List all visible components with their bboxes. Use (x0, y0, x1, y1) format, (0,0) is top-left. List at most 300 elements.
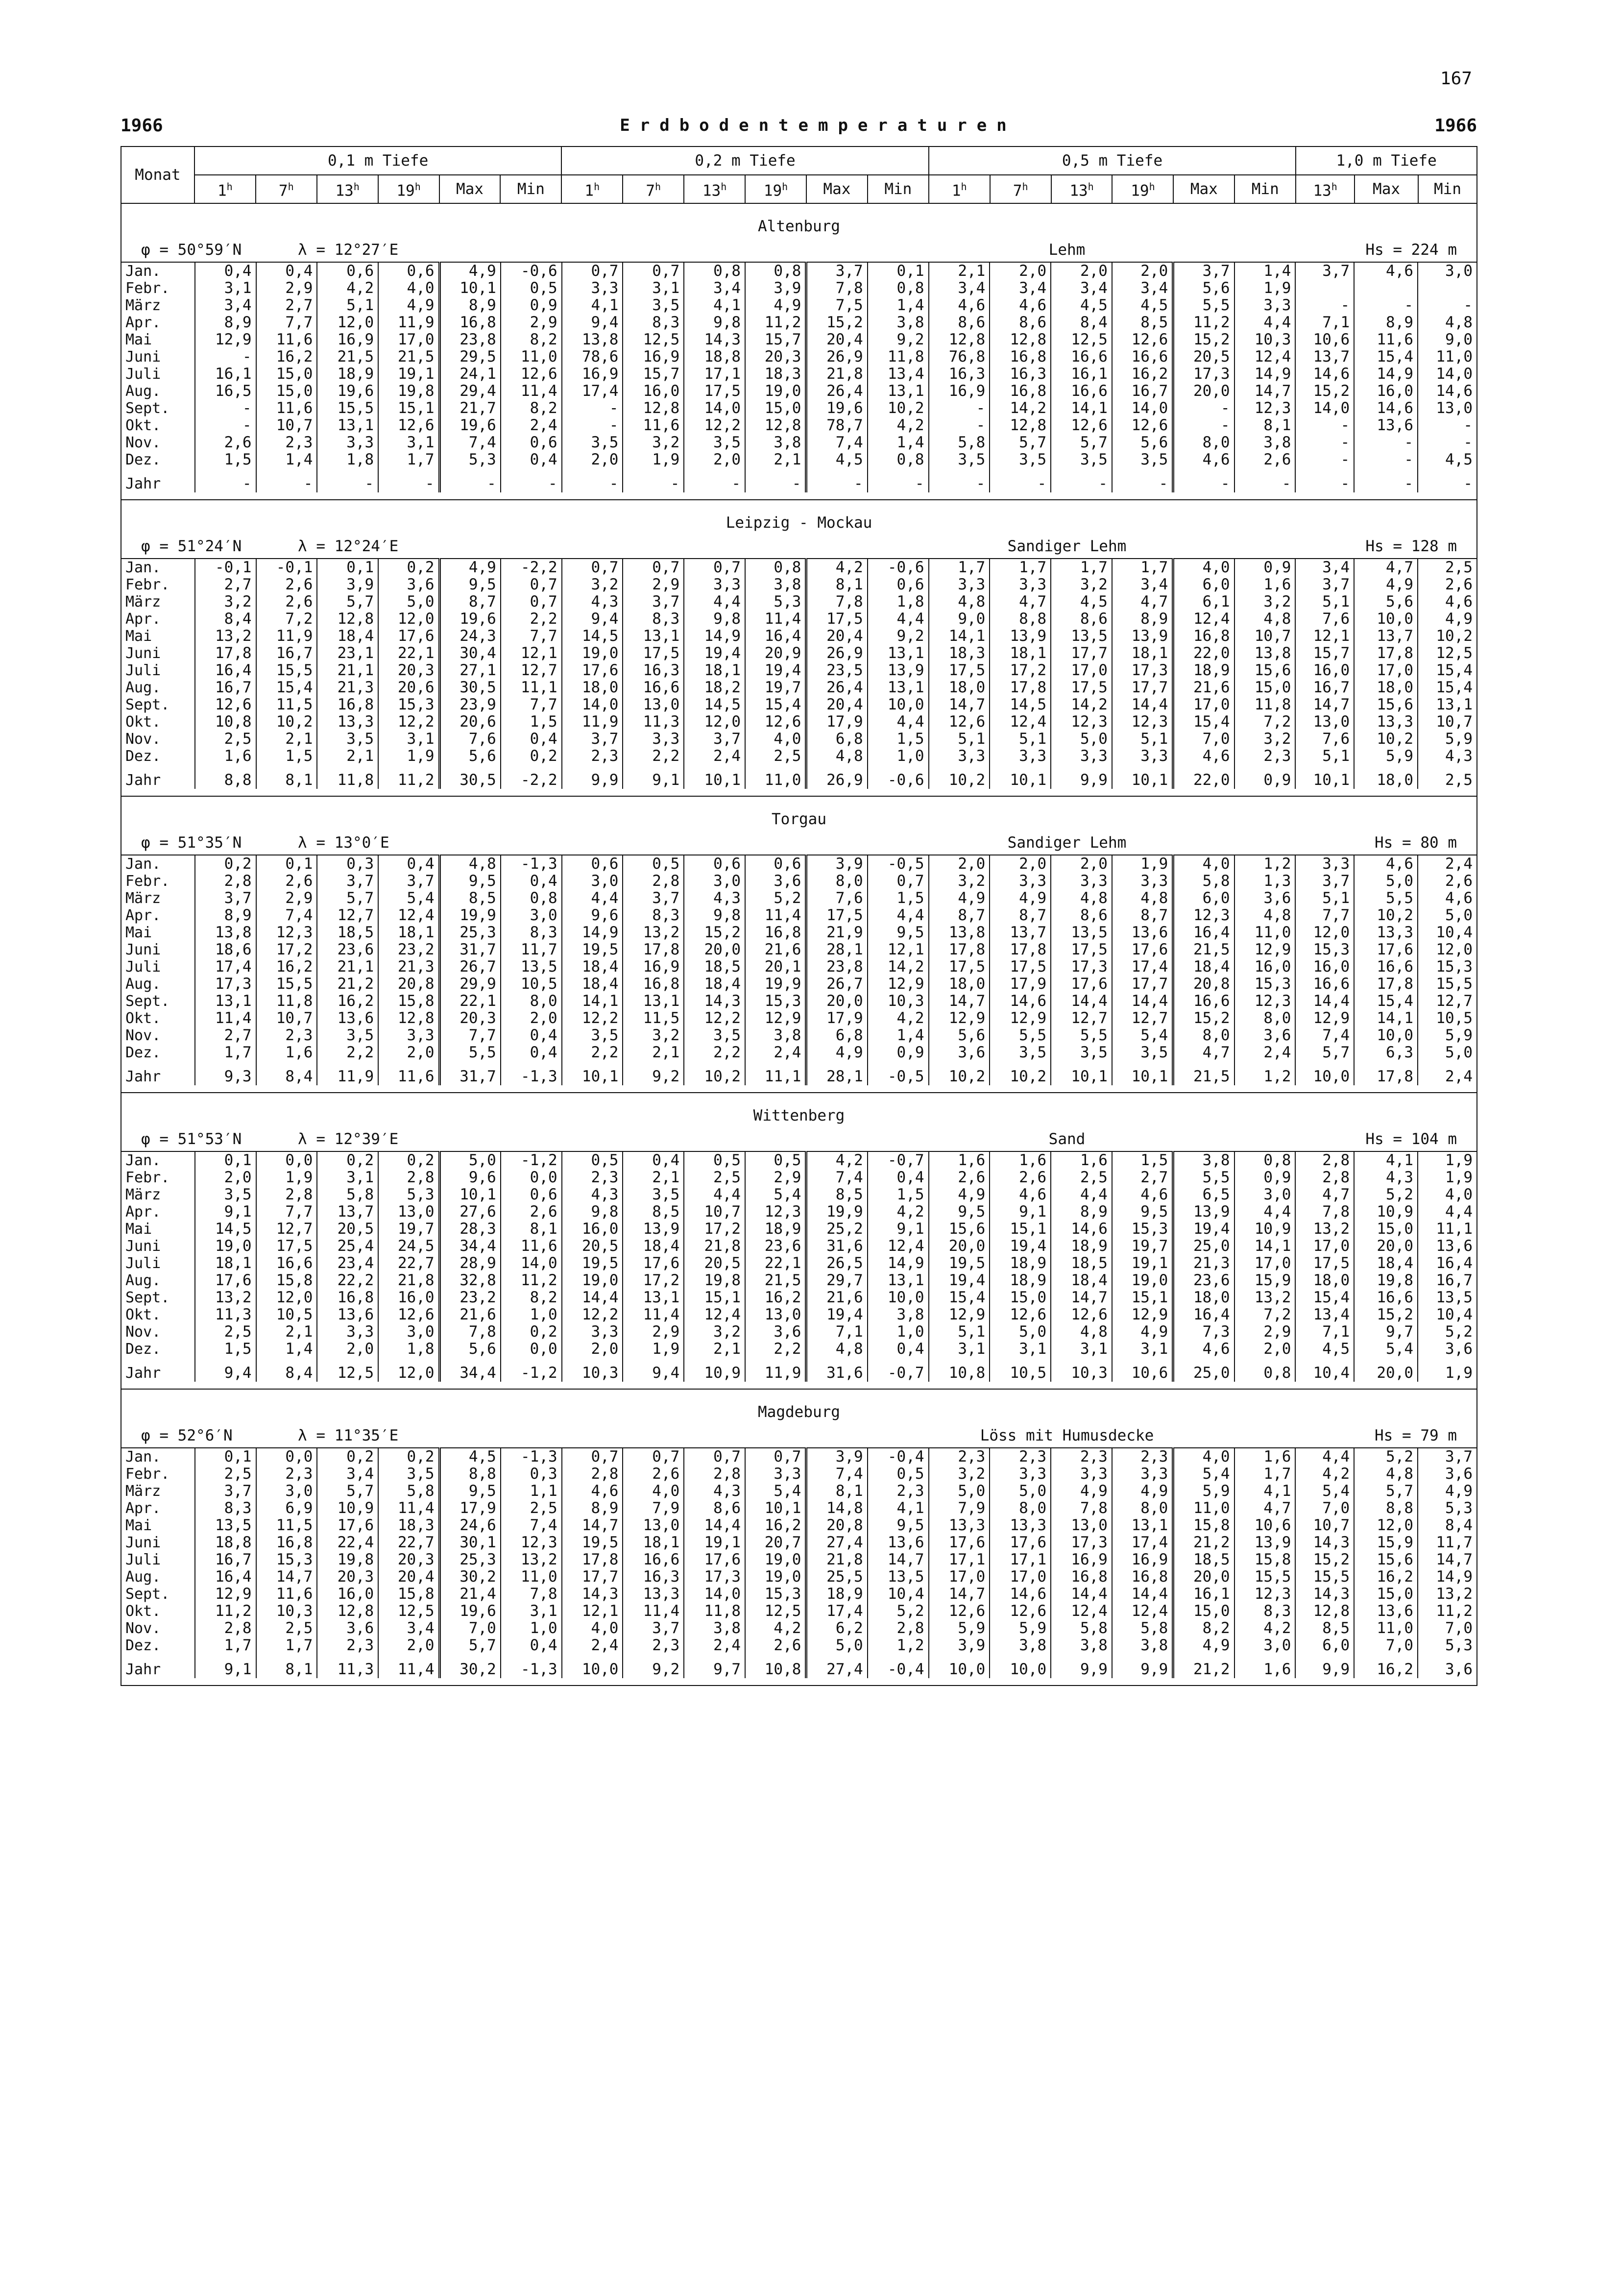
table-cell: 16,4 (1173, 1306, 1234, 1323)
table-cell: 10,8 (195, 713, 256, 731)
table-cell: 3,3 (929, 748, 990, 765)
month-label: Febr. (121, 280, 195, 297)
table-row (121, 958, 1476, 976)
table-cell: 0,2 (195, 855, 256, 873)
col-header-0-3: 19$^h$ (378, 175, 439, 203)
table-cell: 5,1 (929, 731, 990, 748)
table-cell: 17,8 (195, 645, 256, 662)
table-cell: 5,5 (1051, 1027, 1112, 1044)
station-name: Torgau (772, 810, 826, 828)
table-cell: 10,5 (990, 1358, 1051, 1382)
table-cell: 9,8 (562, 1203, 623, 1221)
table-cell: 18,9 (990, 1255, 1051, 1272)
table-cell: - (929, 468, 990, 492)
table-cell: 2,3 (256, 1027, 317, 1044)
month-label: Aug. (121, 383, 195, 400)
table-cell: 2,0 (1112, 262, 1173, 280)
table-cell: 16,0 (1354, 383, 1418, 400)
table-cell: 1,9 (1112, 855, 1173, 873)
table-cell: 10,2 (929, 765, 990, 789)
table-cell: 17,6 (317, 1517, 378, 1534)
table-cell: 13,9 (1112, 628, 1173, 645)
table-cell: 13,1 (1112, 1517, 1173, 1534)
table-cell: 8,7 (439, 593, 501, 611)
table-cell: 1,7 (990, 559, 1051, 576)
table-cell: 20,5 (562, 1238, 623, 1255)
table-cell: 12,4 (1051, 1603, 1112, 1620)
table-row (121, 1272, 1476, 1289)
table-cell: 2,6 (1234, 451, 1296, 468)
table-cell: 16,0 (1234, 958, 1296, 976)
month-label: März (121, 1186, 195, 1203)
table-row (121, 1603, 1476, 1620)
table-cell: - (256, 468, 317, 492)
table-cell: 17,0 (990, 1568, 1051, 1586)
table-cell: 7,8 (806, 593, 868, 611)
table-cell: 7,7 (1295, 907, 1354, 924)
month-label: Mai (121, 331, 195, 348)
month-label: Jan. (121, 262, 195, 280)
table-cell: 12,7 (256, 1221, 317, 1238)
station-data-table (121, 558, 1476, 789)
table-cell: 20,0 (806, 993, 868, 1010)
table-cell: 5,0 (1051, 731, 1112, 748)
month-label: Juni (121, 348, 195, 366)
month-label: Jan. (121, 855, 195, 873)
table-cell: - (195, 417, 256, 434)
table-cell: 19,1 (1112, 1255, 1173, 1272)
table-cell: 17,8 (1354, 1061, 1418, 1085)
table-cell: 0,7 (562, 1448, 623, 1466)
table-cell: 10,4 (1295, 1358, 1354, 1382)
table-cell: 21,6 (745, 941, 806, 958)
table-cell: 11,9 (562, 713, 623, 731)
table-cell: 32,8 (439, 1272, 501, 1289)
table-cell: 23,4 (317, 1255, 378, 1272)
table-cell: 1,6 (990, 1151, 1051, 1169)
table-cell: 12,9 (1295, 1010, 1354, 1027)
table-cell (1295, 280, 1354, 297)
station-soil: Sandiger Lehm (1007, 834, 1127, 852)
table-cell: 9,5 (1112, 1203, 1173, 1221)
table-cell: 15,4 (256, 679, 317, 696)
month-label: Juli (121, 958, 195, 976)
table-cell: -0,5 (868, 855, 929, 873)
table-cell: 8,3 (1234, 1603, 1296, 1620)
table-cell: 4,2 (806, 1151, 868, 1169)
table-cell: 7,1 (1295, 1323, 1354, 1341)
table-cell: 17,0 (1295, 1238, 1354, 1255)
station-latitude: φ = 51°53′N (141, 1130, 242, 1148)
table-cell: - (1173, 400, 1234, 417)
month-header: Monat (121, 147, 194, 203)
table-cell: 13,0 (1436, 400, 1473, 417)
table-cell: 4,8 (1051, 890, 1112, 907)
table-cell: 6,9 (256, 1500, 317, 1517)
table-cell: 3,8 (1234, 434, 1296, 451)
table-cell: 4,4 (1295, 1448, 1354, 1466)
table-cell: 4,9 (439, 262, 501, 280)
table-cell: 11,1 (745, 1061, 806, 1085)
table-cell: 10,0 (1295, 1061, 1354, 1085)
station-soil: Sandiger Lehm (1007, 537, 1127, 555)
table-cell: 3,3 (1051, 748, 1112, 765)
table-cell: 12,8 (1295, 1603, 1354, 1620)
table-cell: 16,7 (195, 679, 256, 696)
table-cell: 5,5 (990, 1027, 1051, 1044)
table-cell: 19,0 (195, 1238, 256, 1255)
table-cell: 21,1 (317, 958, 378, 976)
table-cell: 21,2 (1173, 1654, 1234, 1678)
table-cell: 0,5 (623, 855, 684, 873)
table-cell: 11,2 (378, 765, 439, 789)
table-cell: 11,6 (256, 331, 317, 348)
table-cell: 10,0 (929, 1654, 990, 1678)
table-cell: 14,7 (929, 696, 990, 713)
table-cell: 10,3 (868, 993, 929, 1010)
table-cell: 10,1 (990, 765, 1051, 789)
table-cell: 1,9 (1445, 1169, 1473, 1186)
table-cell: 4,5 (439, 1448, 501, 1466)
table-cell: 16,1 (195, 366, 256, 383)
table-cell: 0,8 (745, 559, 806, 576)
table-cell: 1,8 (317, 451, 378, 468)
table-cell: 25,4 (317, 1238, 378, 1255)
table-cell: 1,2 (1234, 1061, 1296, 1085)
table-cell: 25,5 (806, 1568, 868, 1586)
table-cell: 12,9 (195, 331, 256, 348)
table-cell: 14,5 (990, 696, 1051, 713)
table-cell: 20,6 (439, 713, 501, 731)
table-cell: 14,1 (1354, 1010, 1418, 1027)
table-cell: 19,0 (1112, 1272, 1173, 1289)
col-header-2-0: 1$^h$ (929, 175, 990, 203)
table-cell: 13,5 (195, 1517, 256, 1534)
table-cell: 10,9 (317, 1500, 378, 1517)
table-cell: 2,6 (990, 1169, 1051, 1186)
table-cell: 16,8 (1051, 1568, 1112, 1586)
table-cell: 3,3 (623, 731, 684, 748)
table-cell: 3,5 (623, 1186, 684, 1203)
table-cell: 17,4 (1112, 1534, 1173, 1551)
station-longitude: λ = 12°27′E (298, 241, 399, 259)
col-header-2-1: 7$^h$ (990, 175, 1051, 203)
table-cell: 16,9 (1051, 1551, 1112, 1568)
table-cell: 13,2 (501, 1551, 562, 1568)
table-cell: 2,1 (256, 1323, 317, 1341)
table-cell: 2,8 (256, 1186, 317, 1203)
table-cell: 3,4 (1295, 559, 1354, 576)
table-cell: 4,2 (1295, 1466, 1354, 1483)
table-cell: 8,1 (806, 1483, 868, 1500)
table-cell: 3,1 (195, 280, 256, 297)
table-cell: 12,3 (1051, 713, 1112, 731)
table-row (121, 383, 1476, 400)
table-cell: 16,7 (1112, 383, 1173, 400)
table-cell: 7,9 (929, 1500, 990, 1517)
table-cell: 4,6 (990, 297, 1051, 314)
table-cell: 15,9 (1234, 1272, 1296, 1289)
table-cell: 14,5 (195, 1221, 256, 1238)
table-row (121, 1483, 1476, 1500)
table-cell: 18,4 (623, 1238, 684, 1255)
table-cell: 2,4 (745, 1044, 806, 1061)
table-cell: 16,6 (1112, 348, 1173, 366)
table-cell: 0,6 (684, 855, 745, 873)
station-soil: Sand (1048, 1130, 1086, 1148)
table-row (121, 1289, 1476, 1306)
table-cell: 12,3 (256, 924, 317, 941)
table-cell: 0,8 (501, 890, 562, 907)
table-cell: 16,2 (1354, 1654, 1418, 1678)
table-cell: 16,2 (1354, 1568, 1418, 1586)
table-cell: 14,9 (684, 628, 745, 645)
table-cell: 1,0 (868, 748, 929, 765)
table-cell: 2,4 (1445, 855, 1473, 873)
table-cell: - (1173, 417, 1234, 434)
table-cell: 7,6 (806, 890, 868, 907)
table-cell: 8,1 (256, 1654, 317, 1678)
table-cell: 21,6 (439, 1306, 501, 1323)
table-cell: 1,4 (868, 297, 929, 314)
table-cell: 18,8 (195, 1534, 256, 1551)
table-cell: 1,7 (929, 559, 990, 576)
table-cell: 25,3 (439, 1551, 501, 1568)
table-cell: 0,7 (623, 559, 684, 576)
table-cell: 9,7 (1354, 1323, 1418, 1341)
month-label: Okt. (121, 1306, 195, 1323)
table-cell: 4,3 (1354, 1169, 1418, 1186)
table-cell: - (929, 400, 990, 417)
station-latitude: φ = 50°59′N (141, 241, 242, 259)
table-cell: 11,7 (1436, 1534, 1473, 1551)
table-cell: 11,2 (745, 314, 806, 331)
table-cell: 4,6 (1354, 262, 1418, 280)
table-cell: 8,6 (1051, 907, 1112, 924)
table-cell: 4,7 (1112, 593, 1173, 611)
table-cell: 3,8 (745, 576, 806, 593)
table-cell: 19,6 (806, 400, 868, 417)
table-cell: 4,4 (1445, 1203, 1473, 1221)
col-header-1-3: 19$^h$ (745, 175, 806, 203)
table-cell: 3,7 (195, 1483, 256, 1500)
table-cell: 28,1 (806, 1061, 868, 1085)
table-cell: 12,8 (378, 1010, 439, 1027)
table-cell: 9,5 (439, 1483, 501, 1500)
table-cell: 15,3 (745, 993, 806, 1010)
table-cell: 16,6 (623, 679, 684, 696)
table-cell: 10,1 (745, 1500, 806, 1517)
table-cell: 19,0 (745, 383, 806, 400)
table-cell: 10,6 (1234, 1517, 1296, 1534)
table-cell: 0,6 (562, 855, 623, 873)
table-cell: 8,8 (1354, 1500, 1418, 1517)
table-cell: 13,2 (1436, 1586, 1473, 1603)
table-cell: 4,4 (868, 713, 929, 731)
table-cell: 3,3 (1112, 748, 1173, 765)
table-cell: 7,2 (256, 611, 317, 628)
station-longitude: λ = 12°24′E (298, 537, 399, 555)
station-latitude: φ = 51°35′N (141, 834, 242, 852)
table-cell: 10,2 (1354, 731, 1418, 748)
table-cell: 23,2 (378, 941, 439, 958)
table-cell: 13,1 (868, 1272, 929, 1289)
table-cell: 1,9 (623, 451, 684, 468)
table-cell: 12,9 (868, 976, 929, 993)
table-cell: 13,4 (1295, 1306, 1354, 1323)
table-cell: 16,8 (745, 924, 806, 941)
table-cell: 9,4 (195, 1358, 256, 1382)
table-cell: - (1354, 297, 1418, 314)
table-cell: 15,3 (1112, 1221, 1173, 1238)
month-label: Jahr (121, 765, 195, 789)
table-cell: 3,5 (1051, 451, 1112, 468)
table-cell: 18,9 (317, 366, 378, 383)
table-cell: 2,6 (256, 576, 317, 593)
table-cell: 13,7 (990, 924, 1051, 941)
month-label: Aug. (121, 1272, 195, 1289)
table-row (121, 748, 1476, 765)
table-cell: 13,9 (1234, 1534, 1296, 1551)
table-cell: 3,6 (929, 1044, 990, 1061)
table-cell: 0,4 (195, 262, 256, 280)
table-cell: 17,7 (1112, 976, 1173, 993)
table-cell: 14,7 (1234, 383, 1296, 400)
table-cell: 5,7 (317, 593, 378, 611)
table-cell: 5,7 (317, 1483, 378, 1500)
table-cell: - (562, 417, 623, 434)
table-cell: 13,5 (1436, 1289, 1473, 1306)
month-label: Jahr (121, 1358, 195, 1382)
table-cell: 16,9 (623, 958, 684, 976)
table-row (121, 1306, 1476, 1323)
table-row (121, 1654, 1476, 1678)
month-label: Apr. (121, 314, 195, 331)
table-cell: 14,3 (684, 993, 745, 1010)
table-cell: 1,6 (929, 1151, 990, 1169)
table-cell: 7,7 (501, 628, 562, 645)
table-cell: 3,3 (317, 1323, 378, 1341)
month-label: Okt. (121, 1603, 195, 1620)
table-cell: 7,0 (439, 1620, 501, 1637)
table-cell: 12,5 (623, 331, 684, 348)
table-cell: 4,8 (1234, 907, 1296, 924)
table-cell: 4,9 (1354, 576, 1418, 593)
table-cell: 1,4 (868, 1027, 929, 1044)
table-cell: 16,1 (1051, 366, 1112, 383)
table-cell: 2,2 (684, 1044, 745, 1061)
table-cell: 20,0 (1354, 1238, 1418, 1255)
table-cell: 14,7 (562, 1517, 623, 1534)
table-cell: 1,5 (868, 731, 929, 748)
table-cell: 2,5 (501, 1500, 562, 1517)
month-label: Juni (121, 645, 195, 662)
table-cell: 2,0 (195, 1169, 256, 1186)
station-meta (121, 834, 1476, 855)
table-cell: 15,3 (1436, 958, 1473, 976)
month-label: Okt. (121, 417, 195, 434)
table-cell: 7,9 (623, 1500, 684, 1517)
table-cell: 20,5 (684, 1255, 745, 1272)
table-cell: 15,7 (623, 366, 684, 383)
table-cell: - (684, 468, 745, 492)
table-cell: 12,6 (378, 1306, 439, 1323)
table-row (121, 1568, 1476, 1586)
col-header-1-4: Max (806, 175, 868, 203)
table-cell: 22,4 (317, 1534, 378, 1551)
table-cell: 17,5 (1295, 1255, 1354, 1272)
month-label: Sept. (121, 1289, 195, 1306)
table-cell: 5,2 (1445, 1323, 1473, 1341)
table-cell: 5,9 (1445, 1027, 1473, 1044)
table-cell: 0,0 (256, 1448, 317, 1466)
table-cell: 5,4 (378, 890, 439, 907)
table-cell: 20,3 (317, 1568, 378, 1586)
table-cell: 15,5 (256, 662, 317, 679)
table-cell: 5,6 (1354, 593, 1418, 611)
station-block (121, 797, 1477, 1093)
table-cell: 14,4 (684, 1517, 745, 1534)
table-cell: 10,0 (868, 1289, 929, 1306)
table-cell: -0,4 (868, 1448, 929, 1466)
table-cell: 15,6 (1354, 696, 1418, 713)
table-cell: 5,5 (439, 1044, 501, 1061)
table-cell: 16,6 (1051, 383, 1112, 400)
table-cell: 21,6 (1173, 679, 1234, 696)
table-cell: 0,9 (1234, 559, 1296, 576)
table-cell: 13,0 (745, 1306, 806, 1323)
table-cell: 3,2 (929, 1466, 990, 1483)
table-cell: 11,9 (745, 1358, 806, 1382)
table-cell: 2,8 (684, 1466, 745, 1483)
col-header-1-2: 13$^h$ (684, 175, 745, 203)
table-cell: 4,6 (1173, 748, 1234, 765)
table-cell: 13,1 (195, 993, 256, 1010)
table-cell: 10,2 (1436, 628, 1473, 645)
table-cell: 3,3 (990, 748, 1051, 765)
table-cell: 0,5 (562, 1151, 623, 1169)
table-cell: 17,6 (195, 1272, 256, 1289)
table-cell: 0,4 (868, 1341, 929, 1358)
table-cell: 5,4 (1173, 1466, 1234, 1483)
table-cell: 27,6 (439, 1203, 501, 1221)
table-cell: 12,6 (501, 366, 562, 383)
table-cell: 12,2 (562, 1306, 623, 1323)
table-cell: 12,9 (745, 1010, 806, 1027)
table-cell: 13,0 (623, 696, 684, 713)
table-cell: 17,4 (806, 1603, 868, 1620)
table-cell: 8,5 (439, 890, 501, 907)
table-cell: 8,4 (256, 1358, 317, 1382)
table-cell: 9,0 (1445, 331, 1473, 348)
table-cell: 16,9 (562, 366, 623, 383)
table-cell: 3,6 (1445, 1466, 1473, 1483)
table-cell: 1,7 (1112, 559, 1173, 576)
table-cell: 10,7 (256, 417, 317, 434)
table-cell: 15,9 (1354, 1534, 1418, 1551)
table-cell: 8,6 (684, 1500, 745, 1517)
table-cell: 2,0 (1051, 855, 1112, 873)
table-cell: 19,5 (929, 1255, 990, 1272)
station-latitude: φ = 51°24′N (141, 537, 242, 555)
table-cell: 9,2 (868, 331, 929, 348)
table-cell: 3,5 (1112, 1044, 1173, 1061)
table-cell: 13,6 (868, 1534, 929, 1551)
table-cell: 6,1 (1173, 593, 1234, 611)
table-cell: 5,8 (1173, 873, 1234, 890)
table-cell: 18,0 (1354, 679, 1418, 696)
column-header (121, 146, 1477, 204)
